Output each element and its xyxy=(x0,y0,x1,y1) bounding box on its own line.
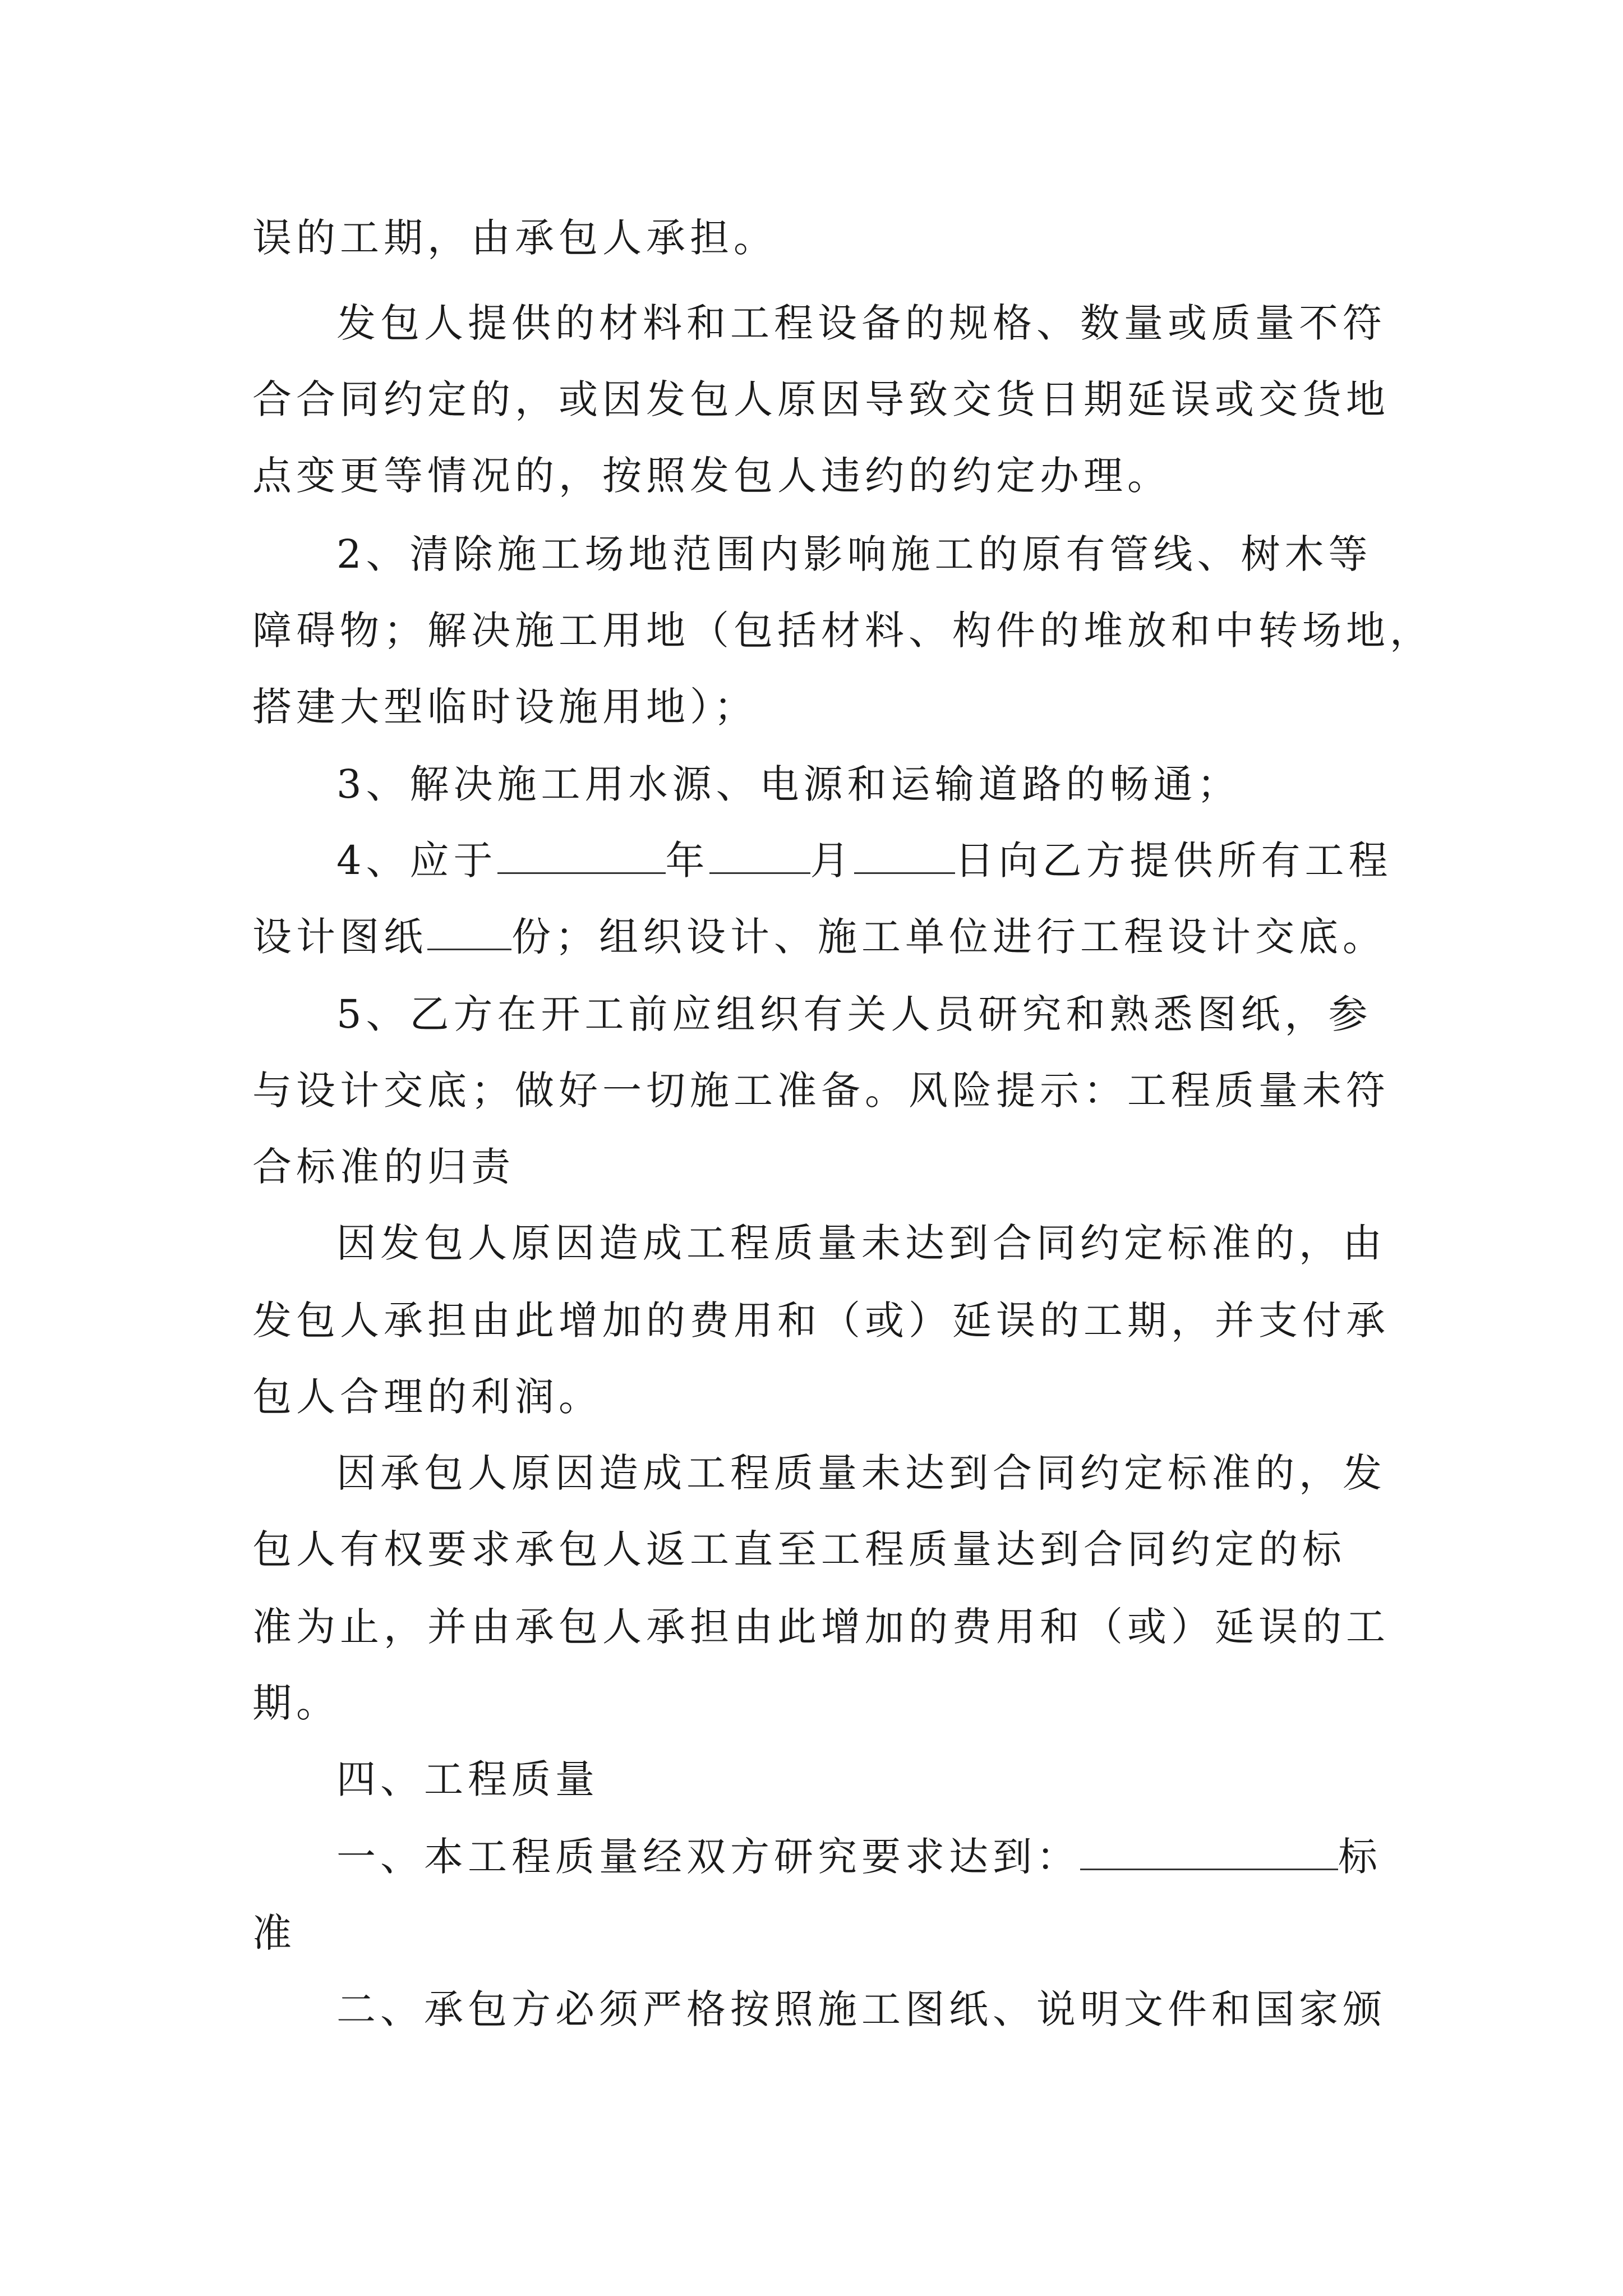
text-fragment: 月 xyxy=(810,838,854,884)
text-line: 发包人承担由此增加的费用和（或）延误的工期，并支付承 xyxy=(252,1297,1390,1343)
text-line-with-blanks xyxy=(336,834,1402,887)
text-line: 2、清除施工场地范围内影响施工的原有管线、树木等 xyxy=(336,531,1372,577)
section-heading: 四、工程质量 xyxy=(336,1756,599,1802)
text-line: 包人有权要求承包人返工直至工程质量达到合同约定的标 xyxy=(252,1526,1346,1572)
text-fragment: 4、应于 xyxy=(336,838,497,884)
text-line-with-blanks xyxy=(336,1830,1402,1884)
text-line: 合标准的归责 xyxy=(252,1144,515,1190)
text-line: 二、承包方必须严格按照施工图纸、说明文件和国家颁 xyxy=(336,1986,1386,2032)
text-line: 误的工期，由承包人承担。 xyxy=(252,215,777,261)
text-line: 点变更等情况的，按照发包人违约的约定办理。 xyxy=(252,453,1171,499)
text-line: 搭建大型临时设施用地）； xyxy=(252,684,758,730)
text-line: 准 xyxy=(252,1910,296,1956)
text-line-with-blanks xyxy=(252,910,1402,964)
text-line: 与设计交底；做好一切施工准备。风险提示：工程质量未符 xyxy=(252,1068,1390,1114)
blank-line xyxy=(427,913,511,950)
text-fragment: 一、本工程质量经双方研究要求达到： xyxy=(336,1834,1080,1880)
text-fragment: 年 xyxy=(665,838,709,884)
text-line: 因发包人原因造成工程质量未达到合同约定标准的，由 xyxy=(336,1220,1386,1266)
blank-line xyxy=(1080,1833,1338,1870)
text-line: 发包人提供的材料和工程设备的规格、数量或质量不符 xyxy=(336,300,1386,346)
text-line: 包人合理的利润。 xyxy=(252,1374,602,1420)
text-fragment: 标 xyxy=(1338,1834,1382,1880)
text-fragment: 设计图纸 xyxy=(252,914,427,960)
text-fragment: 日向乙方提供所有工程 xyxy=(955,838,1393,884)
blank-line xyxy=(709,836,810,874)
text-line: 障碍物；解决施工用地（包括材料、构件的堆放和中转场地， xyxy=(252,608,1433,654)
blank-line xyxy=(854,836,955,874)
text-fragment: 份；组织设计、施工单位进行工程设计交底。 xyxy=(511,914,1386,960)
text-line: 3、解决施工用水源、电源和运输道路的畅通； xyxy=(336,761,1241,807)
blank-line xyxy=(497,836,666,874)
text-line: 5、乙方在开工前应组织有关人员研究和熟悉图纸，参 xyxy=(336,991,1372,1037)
text-line: 合合同约定的，或因发包人原因导致交货日期延误或交货地 xyxy=(252,376,1390,422)
text-line: 期。 xyxy=(252,1680,340,1726)
text-line: 准为止，并由承包人承担由此增加的费用和（或）延误的工 xyxy=(252,1604,1390,1650)
text-line: 因承包人原因造成工程质量未达到合同约定标准的，发 xyxy=(336,1450,1386,1496)
